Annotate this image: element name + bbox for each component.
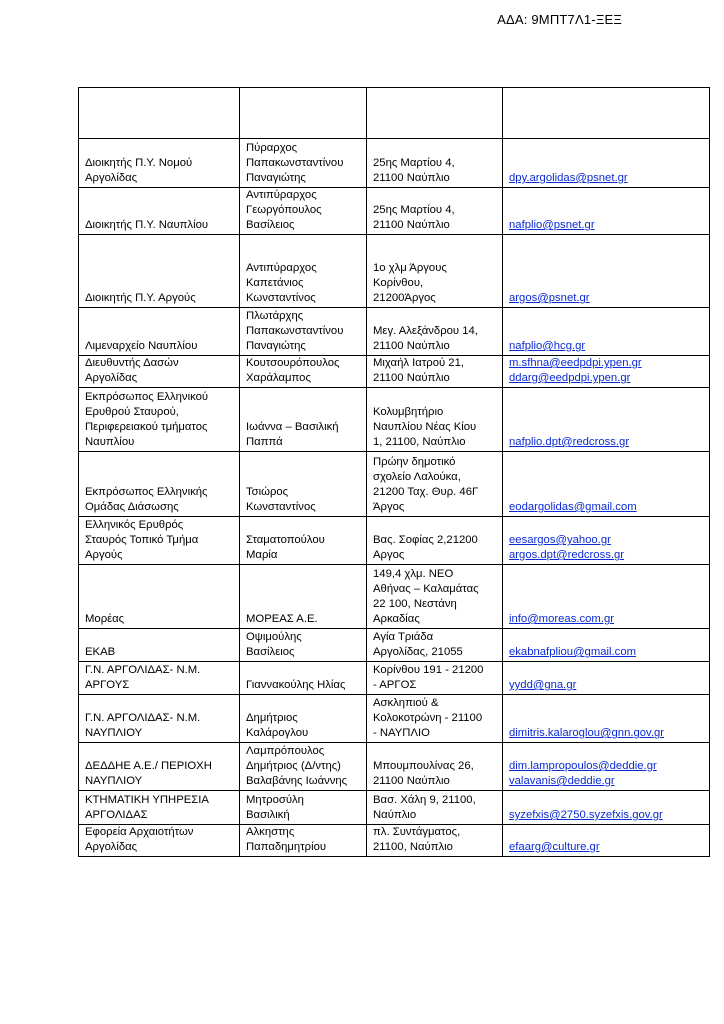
organization-line: ΝΑΥΠΛΙΟΥ	[85, 727, 143, 739]
email-link[interactable]: eesargos@yahoo.gr	[509, 534, 611, 546]
email-cell	[503, 662, 710, 695]
address-line: 22 100, Νεστάνη	[373, 598, 457, 610]
address-cell	[367, 235, 503, 308]
table-row	[79, 139, 710, 188]
email-cell	[503, 517, 710, 565]
organization-cell	[79, 235, 240, 308]
email-cell	[503, 629, 710, 662]
address-line: Μπουμπουλίνας 26,	[373, 760, 474, 772]
contact-person-cell	[240, 791, 367, 825]
organization-line: Γ.Ν. ΑΡΓΟΛΙΔΑΣ- Ν.Μ.	[85, 712, 201, 724]
email-link[interactable]: info@moreas.com.gr	[509, 613, 615, 625]
organization-line: ΑΡΓΟΛΙΔΑΣ	[85, 809, 148, 821]
organization-line: Εκπρόσωπος Ελληνικής	[85, 486, 208, 498]
contact-person-line: Παπακωνσταντίνου	[246, 325, 344, 337]
table-row	[79, 308, 710, 356]
contact-person-cell	[240, 565, 367, 629]
address-line: 21100 Ναύπλιο	[373, 340, 450, 352]
organization-line: Διοικητής Π.Υ. Νομού	[85, 157, 193, 169]
table-row	[79, 517, 710, 565]
organization-line: Σταυρός Τοπικό Τμήμα	[85, 534, 199, 546]
contact-person-line: Βασίλειος	[246, 646, 295, 658]
contact-person-line: Αλκηστης	[246, 826, 295, 838]
organization-cell	[79, 743, 240, 791]
contact-person-line: Παπακωνσταντίνου	[246, 157, 344, 169]
address-line: 25ης Μαρτίου 4,	[373, 204, 455, 216]
address-line: 149,4 χλμ. ΝΕΟ	[373, 568, 454, 580]
contact-person-cell	[240, 517, 367, 565]
organization-cell	[79, 629, 240, 662]
address-line: 1ο χλμ Άργους	[373, 262, 447, 274]
organization-cell	[79, 695, 240, 743]
contact-person-line: Παναγιώτης	[246, 172, 306, 184]
email-link[interactable]: eodargolidas@gmail.com	[509, 501, 637, 513]
contact-person-line: ΜΟΡΕΑΣ Α.Ε.	[246, 613, 318, 625]
address-line: 21100 Ναύπλιο	[373, 775, 450, 787]
address-cell	[367, 356, 503, 388]
email-link[interactable]: nafplio.dpt@redcross.gr	[509, 436, 630, 448]
address-line: Βας. Σοφίας 2,21200	[373, 534, 478, 546]
address-line: 21200 Ταχ. Θυρ. 46Γ	[373, 486, 479, 498]
address-line: Κορίνθου 191 - 21200	[373, 664, 484, 676]
contact-person-cell	[240, 662, 367, 695]
table-row	[79, 388, 710, 452]
empty-cell	[503, 88, 710, 139]
contact-person-line: Τσιώρος	[246, 486, 289, 498]
address-line: Πρώην δημοτικό	[373, 456, 456, 468]
table-row	[79, 188, 710, 235]
table-row	[79, 629, 710, 662]
organization-line: Περιφερειακού τμήματος	[85, 421, 208, 433]
contact-person-line: Καλάρογλου	[246, 727, 309, 739]
address-line: Μιχαήλ Ιατρού 21,	[373, 357, 465, 369]
address-cell	[367, 517, 503, 565]
address-line: Αργος	[373, 549, 405, 561]
ada-code: ΑΔΑ: 9ΜΠΤ7Λ1-ΞΕΞ	[497, 12, 622, 27]
organization-cell	[79, 139, 240, 188]
contact-person-cell	[240, 139, 367, 188]
contact-person-cell	[240, 235, 367, 308]
contact-person-cell	[240, 825, 367, 857]
contact-person-cell	[240, 452, 367, 517]
email-link[interactable]: valavanis@deddie.gr	[509, 775, 615, 787]
email-link[interactable]: argos.dpt@redcross.gr	[509, 549, 625, 561]
email-cell	[503, 695, 710, 743]
contact-person-line: Λαμπρόπουλος	[246, 745, 325, 757]
organization-line: Γ.Ν. ΑΡΓΟΛΙΔΑΣ- Ν.Μ.	[85, 664, 201, 676]
address-cell	[367, 791, 503, 825]
address-line: - ΑΡΓΟΣ	[373, 679, 417, 691]
table-row	[79, 235, 710, 308]
contact-person-line: Γεωργόπουλος	[246, 204, 322, 216]
email-link[interactable]: dim.lampropoulos@deddie.gr	[509, 760, 657, 772]
contact-person-line: Οψιμούλης	[246, 631, 302, 643]
address-cell	[367, 629, 503, 662]
organization-line: Μορέας	[85, 613, 125, 625]
organization-line: ΑΡΓΟΥΣ	[85, 679, 130, 691]
contacts-table	[78, 87, 710, 857]
address-line: 21100 Ναύπλιο	[373, 372, 450, 384]
email-link[interactable]: nafplio@psnet.gr	[509, 219, 595, 231]
email-cell	[503, 825, 710, 857]
table-row	[79, 452, 710, 517]
email-cell	[503, 452, 710, 517]
address-line: Αγία Τριάδα	[373, 631, 434, 643]
contact-person-cell	[240, 695, 367, 743]
contact-person-line: Κωνσταντίνος	[246, 292, 316, 304]
address-cell	[367, 695, 503, 743]
organization-line: Εκπρόσωπος Ελληνικού	[85, 391, 209, 403]
organization-cell	[79, 308, 240, 356]
empty-cell	[367, 88, 503, 139]
email-cell	[503, 565, 710, 629]
table-row	[79, 565, 710, 629]
contact-person-line: Μητροσύλη	[246, 794, 304, 806]
contact-person-line: Πύραρχος	[246, 142, 298, 154]
table-row	[79, 791, 710, 825]
email-link[interactable]: efaarg@culture.gr	[509, 841, 600, 853]
address-line: Ναυπλίου Νέας Κίου	[373, 421, 477, 433]
contact-person-cell	[240, 629, 367, 662]
table-row	[79, 825, 710, 857]
contact-person-line: Γιαννακούλης Ηλίας	[246, 679, 346, 691]
address-line: Άργος	[373, 501, 405, 513]
email-link[interactable]: argos@psnet.gr	[509, 292, 590, 304]
email-link[interactable]: nafplio@hcg.gr	[509, 340, 586, 352]
contact-person-line: Βαλαβάνης Ιωάννης	[246, 775, 348, 787]
address-line: 25ης Μαρτίου 4,	[373, 157, 455, 169]
contact-person-line: Δημήτριος (Δ/ντης)	[246, 760, 341, 772]
contacts-table-body	[79, 88, 710, 857]
organization-line: Διοικητής Π.Υ. Αργούς	[85, 292, 196, 304]
address-line: Κολυμβητήριο	[373, 406, 444, 418]
organization-cell	[79, 791, 240, 825]
address-cell	[367, 139, 503, 188]
organization-line: Αργούς	[85, 549, 123, 561]
address-line: - ΝΑΥΠΛΙΟ	[373, 727, 430, 739]
contact-person-cell	[240, 356, 367, 388]
contact-person-line: Μαρία	[246, 549, 278, 561]
address-cell	[367, 188, 503, 235]
email-link[interactable]: ddarg@eedpdpi.ypen.gr	[509, 372, 631, 384]
address-line: 21100 Ναύπλιο	[373, 219, 450, 231]
email-cell	[503, 791, 710, 825]
contact-person-line: Παναγιώτης	[246, 340, 306, 352]
organization-cell	[79, 388, 240, 452]
address-line: Αργολίδας, 21055	[373, 646, 463, 658]
contact-person-line: Βασιλική	[246, 809, 290, 821]
table-row	[79, 662, 710, 695]
email-cell	[503, 139, 710, 188]
contact-person-line: Χαράλαμπος	[246, 372, 311, 384]
email-cell	[503, 743, 710, 791]
contact-person-line: Κουτσουρόπουλος	[246, 357, 340, 369]
contact-person-cell	[240, 388, 367, 452]
contact-person-line: Αντιπύραρχος	[246, 189, 317, 201]
address-line: Κορίνθου,	[373, 277, 424, 289]
table-row	[79, 356, 710, 388]
contact-person-cell	[240, 188, 367, 235]
address-cell	[367, 452, 503, 517]
address-cell	[367, 388, 503, 452]
email-cell	[503, 235, 710, 308]
address-line: 21100, Ναύπλιο	[373, 841, 453, 853]
address-cell	[367, 743, 503, 791]
organization-cell	[79, 517, 240, 565]
address-line: Αθήνας – Καλαμάτας	[373, 583, 479, 595]
email-cell	[503, 308, 710, 356]
address-line: 21100 Ναύπλιο	[373, 172, 450, 184]
email-link[interactable]: dimitris.kalaroglou@gnn.gov.gr	[509, 727, 665, 739]
address-line: 1, 21100, Ναύπλιο	[373, 436, 466, 448]
organization-cell	[79, 452, 240, 517]
contact-person-cell	[240, 308, 367, 356]
organization-line: Αργολίδας	[85, 841, 138, 853]
table-row	[79, 695, 710, 743]
address-line: Αρκαδίας	[373, 613, 420, 625]
organization-line: Διευθυντής Δασών	[85, 357, 179, 369]
email-cell	[503, 388, 710, 452]
organization-line: ΝΑΥΠΛΙΟΥ	[85, 775, 143, 787]
contact-person-line: Πλωτάρχης	[246, 310, 304, 322]
address-line: Ασκληπιού &	[373, 697, 439, 709]
table-row-empty	[79, 88, 710, 139]
organization-line: Διοικητής Π.Υ. Ναυπλίου	[85, 219, 209, 231]
address-cell	[367, 565, 503, 629]
address-line: Κολοκοτρώνη - 21100	[373, 712, 483, 724]
email-link[interactable]: ekabnafpliou@gmail.com	[509, 646, 637, 658]
organization-cell	[79, 825, 240, 857]
address-line: Μεγ. Αλεξάνδρου 14,	[373, 325, 478, 337]
contact-person-line: Ιωάννα – Βασιλική	[246, 421, 339, 433]
contact-person-line: Κωνσταντίνος	[246, 501, 316, 513]
address-cell	[367, 662, 503, 695]
organization-line: ΕΚΑΒ	[85, 646, 116, 658]
organization-line: Ομάδας Διάσωσης	[85, 501, 179, 513]
contact-person-line: Παππά	[246, 436, 283, 448]
empty-cell	[240, 88, 367, 139]
organization-line: Ναυπλίου	[85, 436, 135, 448]
address-line: Βασ. Χάλη 9, 21100,	[373, 794, 476, 806]
organization-line: Ερυθρού Σταυρού,	[85, 406, 179, 418]
email-link[interactable]: yydd@gna.gr	[509, 679, 577, 691]
contact-person-cell	[240, 743, 367, 791]
organization-cell	[79, 356, 240, 388]
organization-line: ΔΕΔΔΗΕ Α.Ε./ ΠΕΡΙΟΧΗ	[85, 760, 212, 772]
address-cell	[367, 308, 503, 356]
contact-person-line: Βασίλειος	[246, 219, 295, 231]
contact-person-line: Αντιπύραρχος	[246, 262, 317, 274]
empty-cell	[79, 88, 240, 139]
email-link[interactable]: syzefxis@2750.syzefxis.gov.gr	[509, 809, 663, 821]
contact-person-line: Δημήτριος	[246, 712, 298, 724]
address-line: 21200Άργος	[373, 292, 436, 304]
email-cell	[503, 356, 710, 388]
organization-line: ΚΤΗΜΑΤΙΚΗ ΥΠΗΡΕΣΙΑ	[85, 794, 209, 806]
email-link[interactable]: dpy.argolidas@psnet.gr	[509, 172, 628, 184]
organization-cell	[79, 565, 240, 629]
contact-person-line: Παπαδημητρίου	[246, 841, 327, 853]
table-row	[79, 743, 710, 791]
address-line: πλ. Συντάγματος,	[373, 826, 461, 838]
address-cell	[367, 825, 503, 857]
email-cell	[503, 188, 710, 235]
address-line: Ναύπλιο	[373, 809, 417, 821]
email-link[interactable]: m.sfhna@eedpdpi.ypen.gr	[509, 357, 642, 369]
organization-line: Λιμεναρχείο Ναυπλίου	[85, 340, 198, 352]
organization-line: Αργολίδας	[85, 172, 138, 184]
organization-line: Αργολίδας	[85, 372, 138, 384]
organization-cell	[79, 662, 240, 695]
address-line: σχολείο Λαλούκα,	[373, 471, 461, 483]
contact-person-line: Καπετάνιος	[246, 277, 304, 289]
organization-line: Εφορεία Αρχαιοτήτων	[85, 826, 194, 838]
organization-line: Ελληνικός Ερυθρός	[85, 519, 184, 531]
contact-person-line: Σταματοπούλου	[246, 534, 325, 546]
organization-cell	[79, 188, 240, 235]
